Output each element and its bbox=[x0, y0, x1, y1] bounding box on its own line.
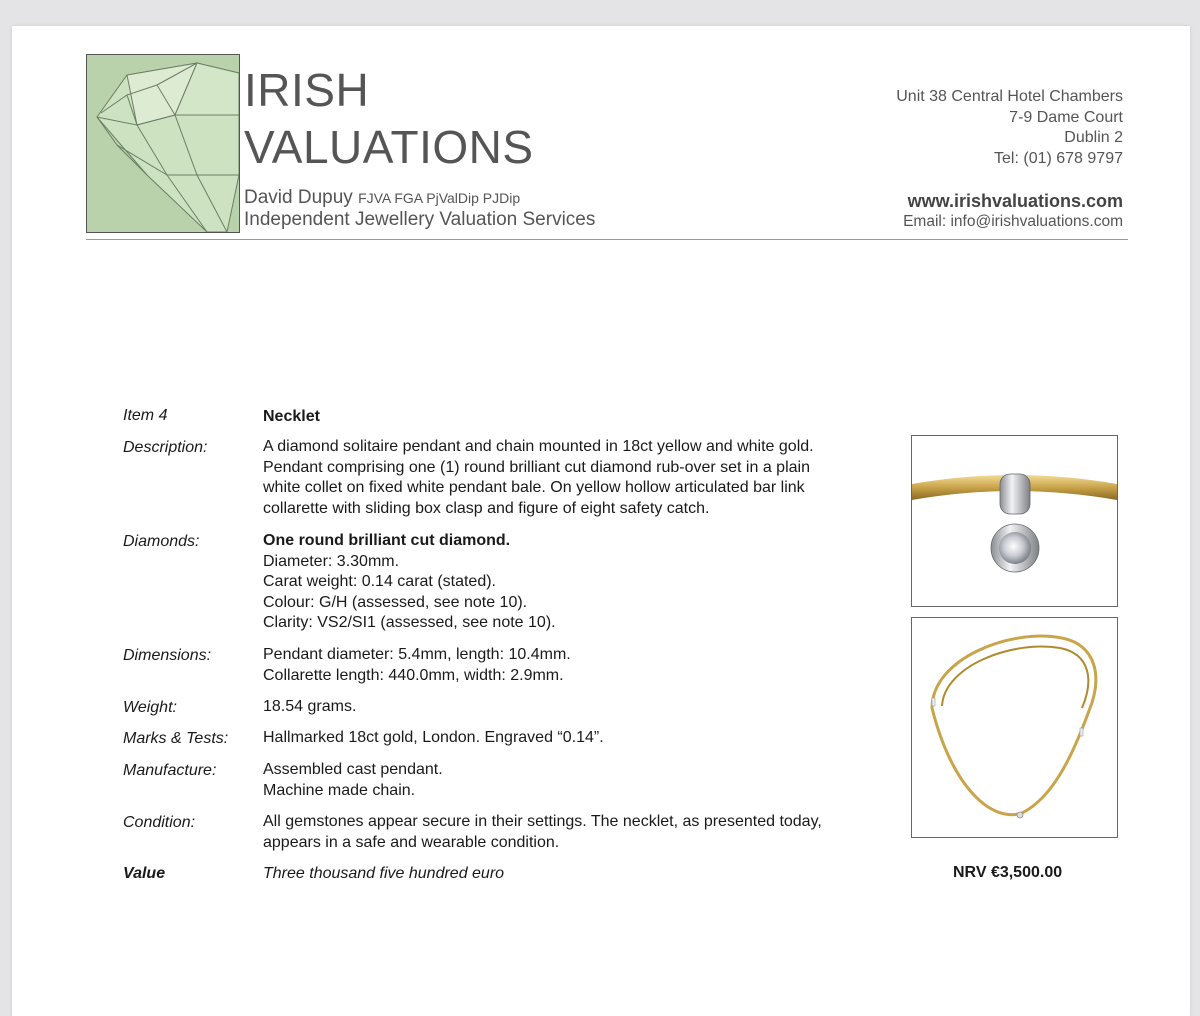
valuer-qualifications: FJVA FGA PjValDip PJDip bbox=[358, 190, 521, 206]
pendant-image-icon bbox=[912, 436, 1117, 606]
condition-line: appears in a safe and wearable condition. bbox=[263, 833, 560, 851]
description-line: collarette with sliding box clasp and figure of eight safety catch. bbox=[263, 499, 710, 517]
description-value bbox=[263, 437, 814, 519]
dimensions-value bbox=[263, 645, 571, 686]
brand-name-line-2: VALUATIONS bbox=[244, 121, 534, 173]
manufacture-line: Machine made chain. bbox=[263, 781, 416, 799]
dimension-line: Collarette length: 440.0mm, width: 2.9mm. bbox=[263, 666, 564, 684]
valuer-name bbox=[244, 187, 520, 209]
condition-line: All gemstones appear secure in their settings. The necklet, as presented today, bbox=[263, 813, 822, 830]
brand-name-line-1: IRISH bbox=[244, 64, 370, 116]
address-line: Dublin 2 bbox=[1064, 129, 1123, 146]
description-line: Pendant comprising one (1) round brilliant cut diamond rub-over set in a plain bbox=[263, 458, 810, 476]
item-number: Item 4 bbox=[123, 407, 168, 424]
website-link[interactable]: www.irishvaluations.com bbox=[907, 191, 1123, 211]
dimensions-label: Dimensions: bbox=[123, 647, 212, 664]
manufacture-value bbox=[263, 760, 443, 801]
company-address bbox=[896, 87, 1123, 169]
address-line: 7-9 Dame Court bbox=[1009, 108, 1123, 126]
phone-number: Tel: (01) 678 9797 bbox=[994, 149, 1123, 167]
diamond-detail: Carat weight: 0.14 carat (stated). bbox=[263, 573, 496, 590]
email-link[interactable]: Email: info@irishvaluations.com bbox=[903, 213, 1123, 230]
condition-value bbox=[263, 812, 822, 853]
dimension-line: Pendant diameter: 5.4mm, length: 10.4mm. bbox=[263, 646, 571, 663]
diamonds-value bbox=[263, 531, 556, 634]
diamond-detail: Diameter: 3.30mm. bbox=[263, 552, 400, 570]
value-label: Value bbox=[123, 865, 166, 882]
company-tagline: Independent Jewellery Valuation Services bbox=[244, 209, 596, 230]
diamonds-heading: One round brilliant cut diamond. bbox=[263, 532, 511, 549]
description-label: Description: bbox=[123, 439, 208, 456]
diamond-detail: Clarity: VS2/SI1 (assessed, see note 10). bbox=[263, 614, 556, 631]
value-words: Three thousand five hundred euro bbox=[263, 865, 505, 882]
value-amount: NRV €3,500.00 bbox=[953, 864, 1063, 881]
marks-value: Hallmarked 18ct gold, London. Engraved “0.14”. bbox=[263, 729, 604, 746]
condition-label: Condition: bbox=[123, 814, 196, 831]
marks-label: Marks & Tests: bbox=[123, 730, 229, 747]
diamond-detail: Colour: G/H (assessed, see note 10). bbox=[263, 593, 528, 611]
valuation-sheet bbox=[12, 26, 1190, 1016]
manufacture-label: Manufacture: bbox=[123, 762, 217, 779]
pendant-closeup-photo bbox=[911, 435, 1118, 607]
necklet-image-icon bbox=[912, 618, 1117, 837]
item-title: Necklet bbox=[263, 408, 320, 425]
weight-value: 18.54 grams. bbox=[263, 698, 357, 715]
manufacture-line: Assembled cast pendant. bbox=[263, 761, 443, 778]
valuer-full-name: David Dupuy bbox=[244, 187, 353, 208]
address-line: Unit 38 Central Hotel Chambers bbox=[896, 88, 1123, 105]
diamonds-label: Diamonds: bbox=[123, 533, 200, 550]
description-line: white collet on fixed white pendant bale. On yellow hollow articulated bar link bbox=[263, 479, 805, 496]
necklet-full-photo bbox=[911, 617, 1118, 838]
weight-label: Weight: bbox=[123, 699, 177, 716]
description-line: A diamond solitaire pendant and chain mounted in 18ct yellow and white gold. bbox=[263, 438, 814, 455]
diamond-logo-icon bbox=[86, 54, 240, 233]
header-divider bbox=[86, 239, 1128, 240]
